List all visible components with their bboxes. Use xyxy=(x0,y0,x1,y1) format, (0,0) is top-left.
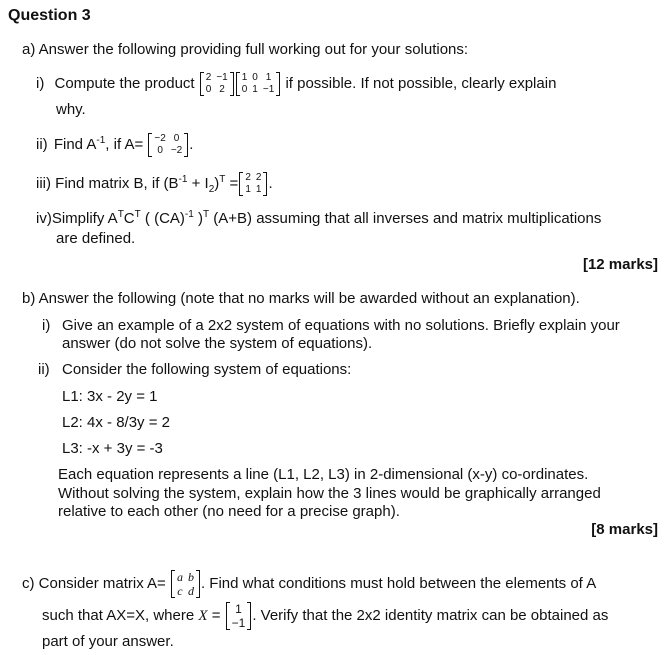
matrix-cell: 2 xyxy=(245,172,251,184)
identity-subscript: 2 xyxy=(208,184,215,195)
part-a-ii-label: ii) xyxy=(36,136,48,153)
matrix-cell: 2 xyxy=(255,172,262,184)
matrix-cell: 1 xyxy=(265,72,272,84)
part-a-iv-text-5: (A+B) assuming that all inverses and matrix multiplications xyxy=(209,210,602,227)
matrix-rhs-2x2 xyxy=(239,172,267,196)
vector-x xyxy=(226,602,252,630)
matrix-cell: −1 xyxy=(216,72,228,84)
matrix-cell: b xyxy=(187,570,194,585)
part-a-heading: a) Answer the following providing full working out for your solutions: xyxy=(22,41,469,58)
part-a-iii xyxy=(36,170,273,198)
matrix-cell: d xyxy=(187,584,194,599)
transpose-superscript: T xyxy=(219,174,226,185)
part-c-line2 xyxy=(42,602,608,630)
transpose-superscript: T xyxy=(203,209,210,220)
matrix-cell: −1 xyxy=(262,84,275,96)
matrix-cell: 2 xyxy=(205,72,212,84)
vector-x-label: X xyxy=(198,608,208,624)
part-b-marks: [8 marks] xyxy=(591,521,658,538)
part-a-i-cont: why. xyxy=(56,101,86,118)
matrix-cell: 0 xyxy=(241,84,248,96)
part-a-i-suffix: if possible. If not possible, clearly explain xyxy=(285,75,557,92)
part-a-iv-text-1: Simplify A xyxy=(51,210,118,227)
part-a-iii-label: iii) xyxy=(36,175,51,192)
part-a-iii-suffix: . xyxy=(268,175,273,192)
matrix-cell: 1 xyxy=(241,72,248,84)
matrix-cell: −2 xyxy=(170,145,183,157)
vector-equals: = xyxy=(207,607,225,624)
part-a-iv-text-4: ) xyxy=(193,210,203,227)
part-c-line2-b: . Verify that the 2x2 identity matrix can be obtained as xyxy=(252,607,609,624)
part-a-iv-text-3: ( (CA) xyxy=(140,210,185,227)
part-a-i xyxy=(36,70,556,98)
matrix-cell: −2 xyxy=(154,133,166,145)
matrix-cell: 1 xyxy=(245,184,251,196)
part-a-iv xyxy=(36,210,601,228)
matrix-cell: 0 xyxy=(252,72,258,84)
matrix-a-abcd xyxy=(171,570,200,598)
transpose-superscript: T xyxy=(117,209,124,220)
part-a-iv-cont: are defined. xyxy=(56,230,136,247)
part-a-marks: [12 marks] xyxy=(582,256,658,273)
inverse-superscript: -1 xyxy=(178,174,188,185)
part-b-i-line2: answer (do not solve the system of equations). xyxy=(62,335,373,352)
part-b-ii-para-2: Without solving the system, explain how the 3 lines would be graphically arranged xyxy=(58,485,601,502)
matrix-cell: 0 xyxy=(157,145,163,157)
part-b-ii-para-1: Each equation represents a line (L1, L2, L3) in 2-dimensional (x-y) co-ordinates. xyxy=(58,466,589,483)
close-paren: ) xyxy=(214,175,220,192)
part-a-i-prefix: Compute the product xyxy=(54,75,195,92)
matrix-cell: a xyxy=(176,570,183,585)
part-b-i-line1: Give an example of a 2x2 system of equations with no solutions. Briefly explain your xyxy=(62,317,620,334)
part-b-i xyxy=(42,317,50,335)
transpose-superscript: T xyxy=(134,209,141,220)
matrix-cell: c xyxy=(177,584,183,599)
part-a-ii xyxy=(36,131,193,159)
part-c-prefix: c) Consider matrix A= xyxy=(22,575,166,592)
matrix-2x3-product-right xyxy=(236,72,281,96)
matrix-cell: 1 xyxy=(252,84,258,96)
part-b-ii-label: ii) xyxy=(38,361,50,378)
part-c-line1 xyxy=(22,570,596,598)
part-a-iv-text-2: C xyxy=(123,210,135,227)
part-c-line3: part of your answer. xyxy=(42,633,174,650)
matrix-cell: 2 xyxy=(219,84,225,96)
part-b-i-label: i) xyxy=(42,317,51,334)
vector-cell: 1 xyxy=(235,602,242,617)
matrix-cell: 0 xyxy=(173,133,180,145)
question-title: Question 3 xyxy=(8,7,91,24)
matrix-a-2x2 xyxy=(148,133,188,157)
matrix-cell: 0 xyxy=(205,84,212,96)
equation-l3: L3: -x + 3y = -3 xyxy=(62,440,163,457)
plus-identity: + I xyxy=(187,175,209,192)
part-a-ii-mid: , if A= xyxy=(105,136,144,153)
equation-l2: L2: 4x - 8/3y = 2 xyxy=(62,414,170,431)
part-a-i-label: i) xyxy=(36,75,45,92)
matrix-cell: 1 xyxy=(255,184,262,196)
inverse-superscript: -1 xyxy=(96,135,106,146)
part-a-iii-prefix: Find matrix B, if (B xyxy=(55,175,179,192)
inverse-superscript: -1 xyxy=(184,209,194,220)
matrix-2x2-product-left xyxy=(200,72,234,96)
part-b-ii-para-3: relative to each other (no need for a precise graph). xyxy=(58,503,400,520)
equation-l1: L1: 3x - 2y = 1 xyxy=(62,388,158,405)
part-c-line2-a: such that AX=X, where xyxy=(42,607,195,624)
part-a-ii-prefix: Find A xyxy=(53,136,97,153)
part-a-ii-suffix: . xyxy=(189,136,194,153)
part-b-heading: b) Answer the following (note that no marks will be awarded without an explanation). xyxy=(22,290,580,307)
part-c-suffix: . Find what conditions must hold between the elements of A xyxy=(200,575,597,592)
equals-sign: = xyxy=(225,175,239,192)
part-a-iv-label: iv) xyxy=(36,210,52,227)
part-b-ii-intro: Consider the following system of equations: xyxy=(62,361,352,378)
vector-cell: −1 xyxy=(231,616,246,631)
